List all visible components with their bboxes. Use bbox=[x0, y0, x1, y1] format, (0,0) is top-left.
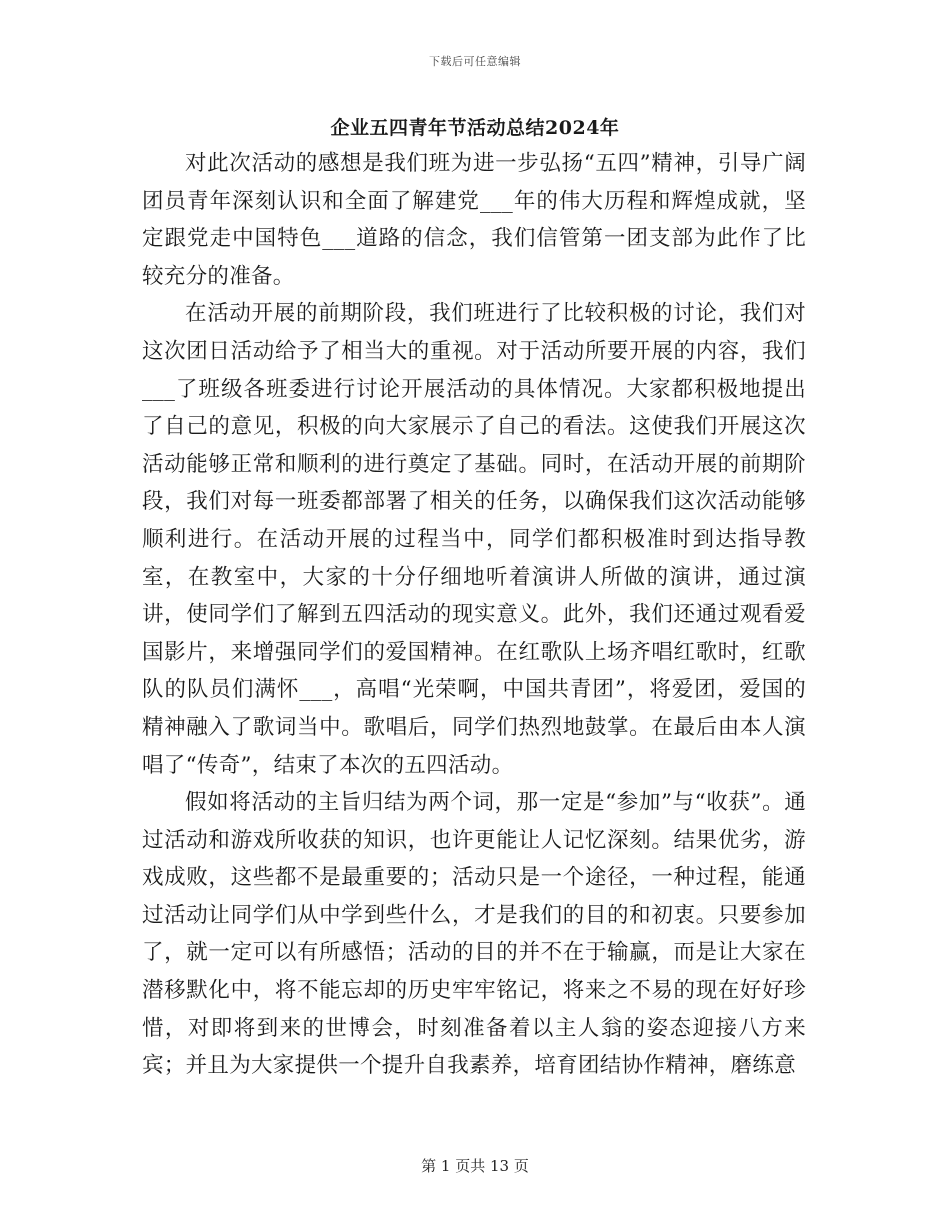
page-number: 第 1 页共 13 页 bbox=[421, 1157, 529, 1175]
paragraph-3: 假如将活动的主旨归结为两个词，那一定是“参加”与“收获”。通过活动和游戏所收获的知识，也许更能让人记忆深刻。结果优劣，游戏成败，这些都不是最重要的；活动只是一个途径，一种过程，能通过活动让同学们从中学到些什么，才是我们的目的和初衷。只要参加了，就一定可以有所感悟；活动的目的并不在于输赢，而是让大家在潜移默化中，将不能忘却的历史牢牢铭记，将来之不易的现在好好珍惜，对即将到来的世博会，时刻准备着以主人翁的姿态迎接八方来宾；并且为大家提供一个提升自我素养，培育团结协作精神，磨练意 bbox=[142, 790, 806, 1079]
paragraph-2: 在活动开展的前期阶段，我们班进行了比较积极的讨论，我们对这次团日活动给予了相当大的重视。对于活动所要开展的内容，我们___了班级各班委进行讨论开展活动的具体情况。大家都积极地提出了自己的意见，积极的向大家展示了自己的看法。这使我们开展这次活动能够正常和顺利的进行奠定了基础。同时，在活动开展的前期阶段，我们对每一班委都部署了相关的任务，以确保我们这次活动能够顺利进行。在活动开展的过程当中，同学们都积极准时到达指导教室，在教室中，大家的十分仔细地听着演讲人所做的演讲，通过演讲，使同学们了解到五四活动的现实意义。此外，我们还通过观看爱国影片，来增强同学们的爱国精神。在红歌队上场齐唱红歌时，红歌队的队员们满怀___，高唱“光荣啊，中国共青团”，将爱团，爱国的精神融入了歌词当中。歌唱后，同学们热烈地鼓掌。在最后由本人演唱了“传奇”，结束了本次的五四活动。 bbox=[142, 301, 806, 778]
document-title: 企业五四青年节活动总结2024年 bbox=[330, 117, 620, 139]
header-note: 下载后可任意编辑 bbox=[429, 55, 521, 68]
paragraph-1: 对此次活动的感想是我们班为进一步弘扬“五四”精神，引导广阔团员青年深刻认识和全面了解建党___年的伟大历程和辉煌成就，坚定跟党走中国特色___道路的信念，我们信管第一团支部为此作了比较充分的准备。 bbox=[142, 151, 806, 289]
document-body bbox=[142, 145, 806, 1085]
